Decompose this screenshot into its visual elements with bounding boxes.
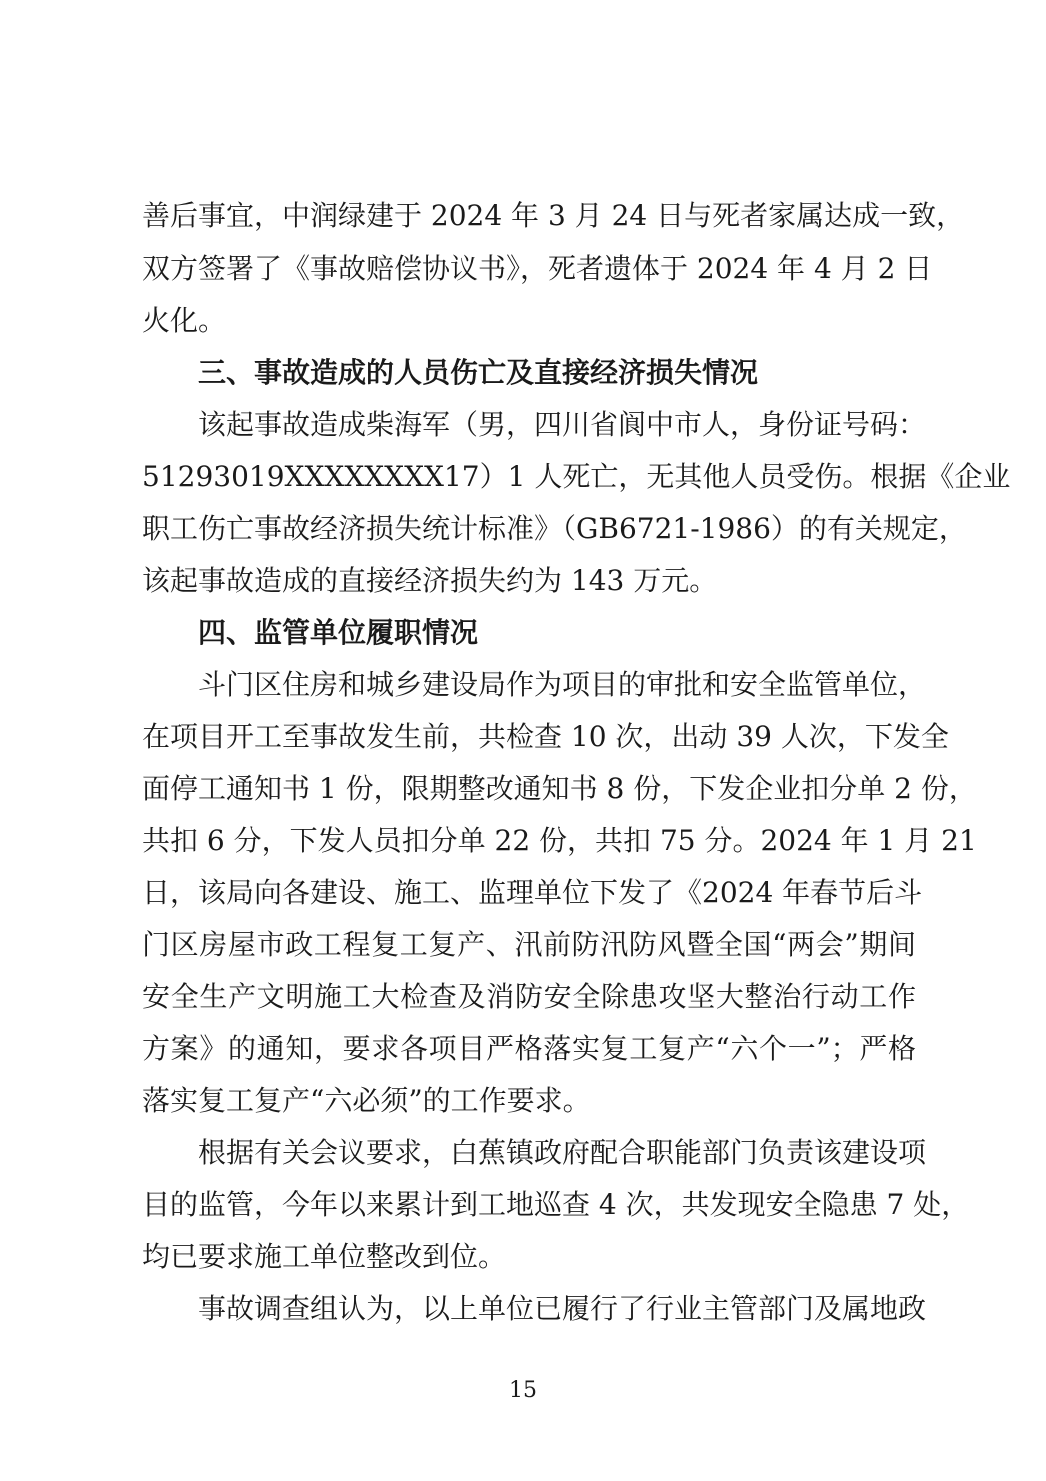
body-text-line: 落实复工复产“六必须”的工作要求。: [142, 1084, 591, 1117]
section-heading-supervision: 四、监管单位履职情况: [198, 616, 479, 649]
body-text-line: 根据有关会议要求，白蕉镇政府配合职能部门负责该建设项: [198, 1136, 927, 1169]
body-text-line: 职工伤亡事故经济损失统计标准》（GB6721-1986）的有关规定，: [142, 512, 967, 545]
body-text-line: 该起事故造成的直接经济损失约为 143 万元。: [142, 564, 718, 597]
body-text-line: 斗门区住房和城乡建设局作为项目的审批和安全监管单位，: [198, 668, 927, 701]
body-text-line: 51293019XXXXXXXX17）1 人死亡，无其他人员受伤。根据《企业: [142, 460, 1011, 493]
body-text-line: 目的监管，今年以来累计到工地巡查 4 次，共发现安全隐患 7 处，: [142, 1188, 970, 1221]
body-text-line: 善后事宜，中润绿建于 2024 年 3 月 24 日与死者家属达成一致，: [142, 199, 965, 232]
body-text-line: 门区房屋市政工程复工复产、汛前防汛防风暨全国“两会”期间: [142, 928, 916, 961]
section-heading-casualties: 三、事故造成的人员伤亡及直接经济损失情况: [198, 356, 759, 389]
body-text-line: 事故调查组认为，以上单位已履行了行业主管部门及属地政: [198, 1292, 927, 1325]
body-text-line: 面停工通知书 1 份，限期整改通知书 8 份，下发企业扣分单 2 份，: [142, 772, 977, 805]
body-text-line: 该起事故造成柴海军（男，四川省阆中市人，身份证号码：: [198, 408, 927, 441]
body-text-line: 双方签署了《事故赔偿协议书》，死者遗体于 2024 年 4 月 2 日: [142, 252, 933, 285]
body-text-line: 日，该局向各建设、施工、监理单位下发了《2024 年春节后斗: [142, 876, 923, 909]
body-text-line: 共扣 6 分，下发人员扣分单 22 份，共扣 75 分。2024 年 1 月 21: [142, 824, 977, 857]
page-number: 15: [509, 1378, 537, 1403]
body-text-line: 在项目开工至事故发生前，共检查 10 次，出动 39 人次，下发全: [142, 720, 949, 753]
body-text-line: 均已要求施工单位整改到位。: [142, 1240, 507, 1273]
body-text-line: 火化。: [142, 304, 227, 337]
body-text-line: 安全生产文明施工大检查及消防安全除患攻坚大整治行动工作: [142, 980, 916, 1013]
body-text-line: 方案》的通知，要求各项目严格落实复工复产“六个一”；严格: [142, 1032, 916, 1065]
